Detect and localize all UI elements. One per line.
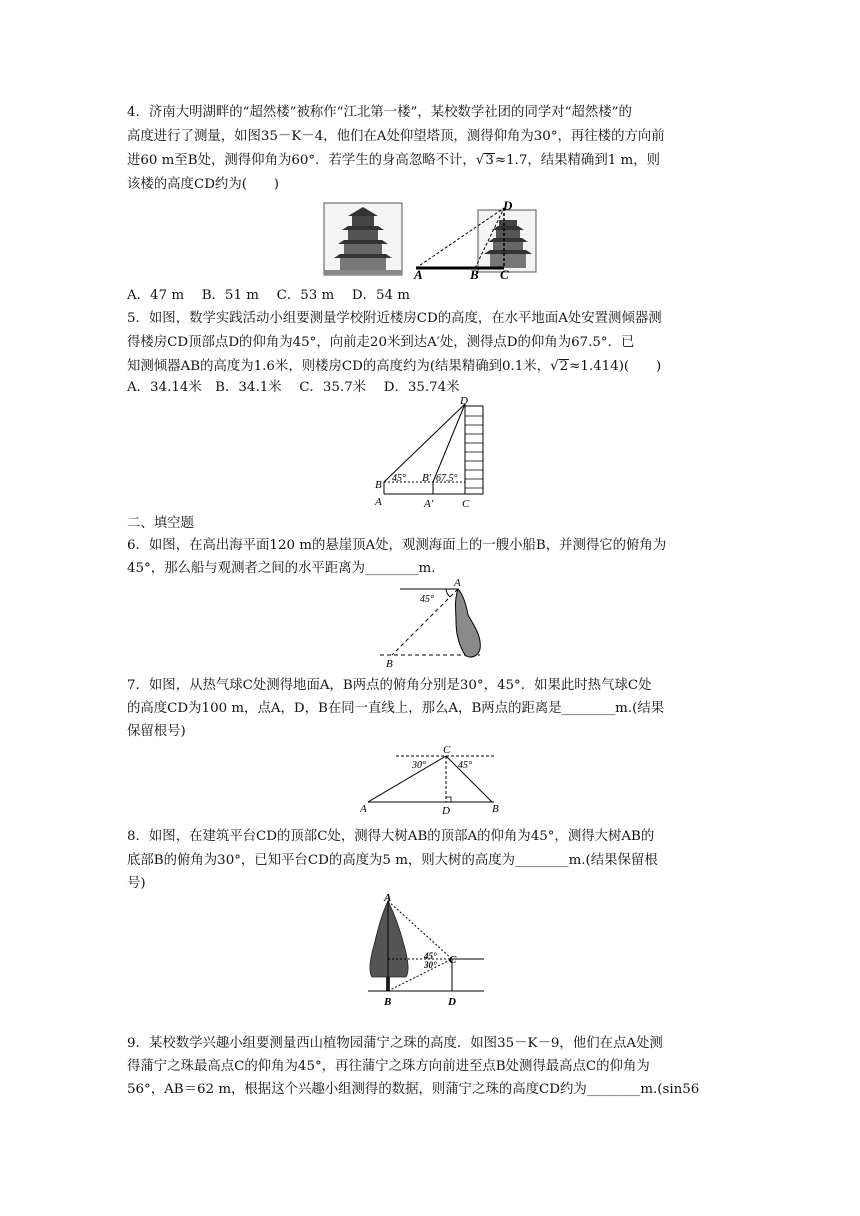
q8-label-D: D <box>448 996 456 1008</box>
q7-line-3: 保留根号) <box>127 724 186 739</box>
q4-line-2: 高度进行了测量，如图35－K－4，他们在A处仰望塔顶，测得仰角为30°，再往楼的方向前 <box>127 129 665 144</box>
q8-label-C: C <box>449 954 457 966</box>
q9-line-3: 56°，AB＝62 m，根据这个兴趣小组测得的数据，则蒲宁之珠的高度CD约为________m.(sin56 <box>127 1082 700 1097</box>
cliff-shape <box>456 589 481 657</box>
q4-line-4: 该楼的高度CD约为( ) <box>127 177 279 192</box>
q5-figure <box>370 396 500 512</box>
q7-angle-45: 45° <box>458 760 472 771</box>
q4-options: A．47 m B．51 m C．53 m D．54 m <box>127 288 410 303</box>
q7-label-A: A <box>360 803 367 815</box>
q4-label-A: A <box>414 267 423 280</box>
tree-shape <box>370 901 408 977</box>
q4-figure <box>320 198 540 280</box>
q4-label-D: D <box>503 198 513 213</box>
q5-label-A: A <box>375 496 382 508</box>
q5-line-2: 得楼房CD顶部点D的仰角为45°，向前走20米到达A′处，测得点D的仰角为67.5°．已 <box>127 335 635 350</box>
q6-label-B: B <box>386 658 393 670</box>
q7-label-B: B <box>492 803 499 815</box>
q9-line-2: 得蒲宁之珠最高点C的仰角为45°，再往蒲宁之珠方向前进至点B处测得最高点C的仰角为 <box>127 1059 650 1074</box>
q7-angle-30: 30° <box>412 760 426 771</box>
q5-options: A．34.14米 B．34.1米 C．35.7米 D．35.74米 <box>127 380 460 395</box>
sqrt-2: 2 <box>559 359 569 374</box>
q4-label-B: B <box>470 267 479 280</box>
q4-line-3: 进60 m至B处，测得仰角为60°．若学生的身高忽略不计，√3≈1.7，结果精确到1 m，则 <box>127 153 660 168</box>
q5-line-3: 知测倾器AB的高度为1.6米，则楼房CD的高度约为(结果精确到0.1米，√2≈1.414)( ) <box>127 359 662 374</box>
q8-line-3: 号) <box>127 876 146 891</box>
q6-line-1: 6．如图，在高出海平面120 m的悬崖顶A处，观测海面上的一艘小船B，并测得它的俯角为 <box>127 538 667 553</box>
q8-angle-30: 30° <box>424 960 437 970</box>
q6-angle-45: 45° <box>420 594 434 605</box>
q5-label-A-prime: A′ <box>424 498 434 510</box>
q5-line-1: 5．如图，数学实践活动小组要测量学校附近楼房CD的高度，在水平地面A处安置测倾器测 <box>127 311 662 326</box>
q4-label-C: C <box>500 267 509 280</box>
q6-line-2: 45°，那么船与观测者之间的水平距离为________m. <box>127 561 436 576</box>
q8-label-B: B <box>384 996 392 1008</box>
q8-label-A: A <box>384 893 392 904</box>
q8-line-1: 8．如图，在建筑平台CD的顶部C处，测得大树AB的顶部A的仰角为45°，测得大树AB的 <box>127 829 655 844</box>
q7-line-2: 的高度CD为100 m，点A，D，B在同一直线上，那么A，B两点的距离是________m.(结果 <box>127 701 665 716</box>
q8-angle-45: 45° <box>424 951 437 961</box>
q5-label-D: D <box>460 396 468 407</box>
section-title-fill-in: 二、填空题 <box>127 516 194 531</box>
q9-line-1: 9．某校数学兴趣小组要测量西山植物园蒲宁之珠的高度．如图35－K－9，他们在点A处测 <box>127 1036 663 1051</box>
sqrt-3: 3 <box>485 153 494 168</box>
q5-label-B-prime: B′ <box>422 472 432 484</box>
q5-label-C: C <box>462 498 470 510</box>
q5-label-B: B <box>375 479 382 491</box>
q4-line-1: 4．济南大明湖畔的“超然楼”被称作“江北第一楼”，某校数学社团的同学对“超然楼”的 <box>127 105 632 120</box>
q6-label-A: A <box>454 577 461 589</box>
q5-angle-67: 67.5° <box>436 473 458 484</box>
q7-figure <box>360 742 510 818</box>
q7-label-D: D <box>442 805 450 817</box>
q7-line-1: 7．如图，从热气球C处测得地面A，B两点的俯角分别是30°，45°．如果此时热气球C处 <box>127 678 652 693</box>
q8-figure <box>366 893 490 1015</box>
q6-figure <box>370 575 500 671</box>
q8-line-2: 底部B的俯角为30°，已知平台CD的高度为5 m，则大树的高度为________m.(结果保留根 <box>127 853 658 868</box>
q5-angle-45: 45° <box>392 473 406 484</box>
q7-label-C: C <box>443 744 451 756</box>
